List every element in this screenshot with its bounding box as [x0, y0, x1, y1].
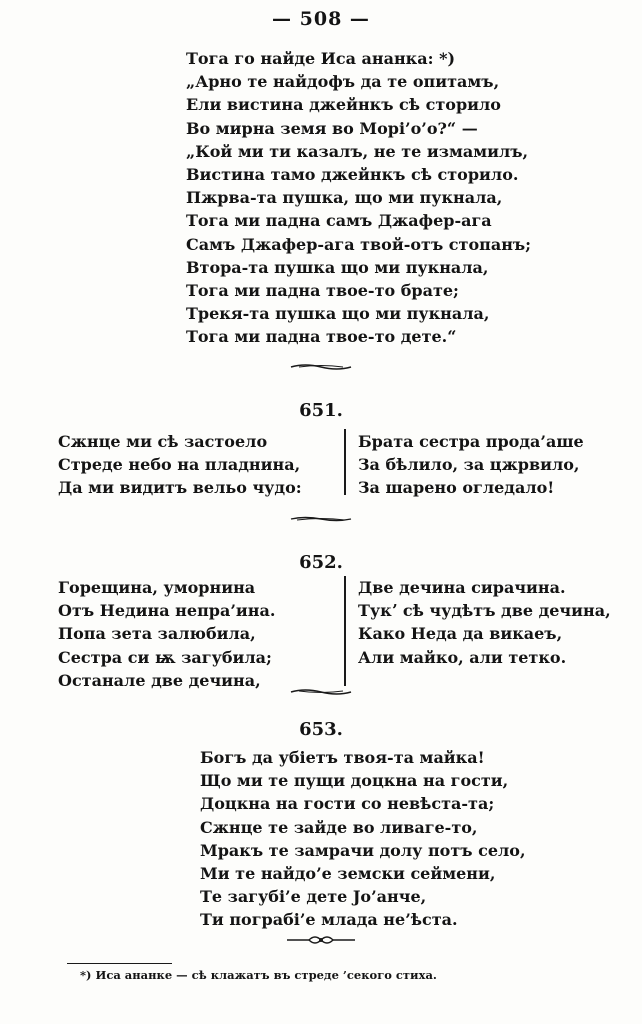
section-divider-ornament [0, 686, 642, 698]
poem-652-left-column [58, 576, 275, 692]
column-separator [344, 576, 346, 686]
poem-number-651: 651. [299, 400, 343, 421]
verse-line: Горещина, уморнина [58, 578, 256, 597]
poem-651-left-column [58, 430, 302, 500]
verse-line: Сжнце ми сѣ застоело [58, 432, 268, 451]
verse-line: Самъ Джафер-ага твой-отъ стопанъ; [186, 234, 532, 254]
section-divider-ornament [0, 361, 642, 373]
footnote: *) Иса ананке — сѣ клажатъ въ стреде ’секого стиха. [80, 968, 437, 982]
verse-line: Доцкна на гости со невѣста-та; [200, 794, 495, 814]
verse-line: Сжнце те зайде во ливаге-то, [200, 817, 478, 837]
poem-652-right-column [358, 576, 611, 669]
poem-653-text [200, 746, 526, 932]
poem-650-text [186, 47, 531, 349]
verse-line: Тога ми падна твое-то брате; [186, 281, 459, 301]
section-divider-ornament [0, 513, 642, 525]
verse-line: Две дечина сирачина. [358, 578, 566, 597]
verse-line: Сестра си ѭ загубила; [58, 647, 272, 667]
verse-line: Како Неда да викаеъ, [358, 624, 563, 644]
column-separator [344, 429, 346, 495]
verse-line: „Кой ми ти казалъ, не те измамилъ, [186, 141, 529, 161]
verse-line: Втора-та пушка що ми пукнала, [186, 257, 489, 277]
verse-line: Ми те найдо’е земски сеймени, [200, 864, 496, 884]
verse-line: Тога го найде Иса ананка: *) [186, 49, 456, 68]
verse-line: Мракъ те замрачи долу потъ село, [200, 840, 526, 860]
poem-651-right-column [358, 430, 584, 500]
verse-line: Вистина тамо джейнкъ сѣ сторило. [186, 165, 519, 185]
verse-line: Али майко, али тетко. [358, 647, 567, 667]
verse-line: За бѣлило, за цжрвило, [358, 455, 580, 475]
verse-line: Тога ми падна самъ Джафер-ага [186, 211, 492, 231]
verse-line: Останале две дечина, [58, 670, 261, 690]
footnote-rule [67, 963, 172, 964]
poem-number-652: 652. [299, 552, 343, 573]
verse-line: Те загубі’е дете Јо’анче, [200, 887, 427, 907]
verse-line: Да ми видитъ вельо чудо: [58, 478, 302, 498]
verse-line: Трекя-та пушка що ми пукнала, [186, 304, 490, 324]
end-ornament [0, 934, 642, 946]
verse-line: Ти пограбі’е млада не’ѣста. [200, 910, 458, 930]
verse-line: Попа зета залюбила, [58, 624, 256, 644]
verse-line: Ели вистина джейнкъ сѣ сторило [186, 95, 501, 115]
verse-line: Тукʼ сѣ чудѣтъ две дечина, [358, 601, 611, 621]
verse-line: Пжрва-та пушка, що ми пукнала, [186, 188, 503, 208]
verse-line: Стреде небо на пладнина, [58, 455, 301, 475]
page-number: — 508 — [272, 8, 370, 30]
verse-line: „Арно те найдофъ да те опитамъ, [186, 72, 500, 92]
verse-line: Що ми те пущи доцкна на гости, [200, 771, 509, 791]
verse-line: Во мирна земя во Морі’о’о?“ — [186, 118, 478, 138]
verse-line: Отъ Недина непра’ина. [58, 601, 276, 621]
verse-line: За шарено огледало! [358, 478, 555, 498]
verse-line: Брата сестра прода’аше [358, 432, 584, 451]
verse-line: Тога ми падна твое-то дете.“ [186, 327, 457, 347]
poem-number-653: 653. [299, 719, 343, 740]
verse-line: Богъ да убіетъ твоя-та майка! [200, 748, 485, 767]
